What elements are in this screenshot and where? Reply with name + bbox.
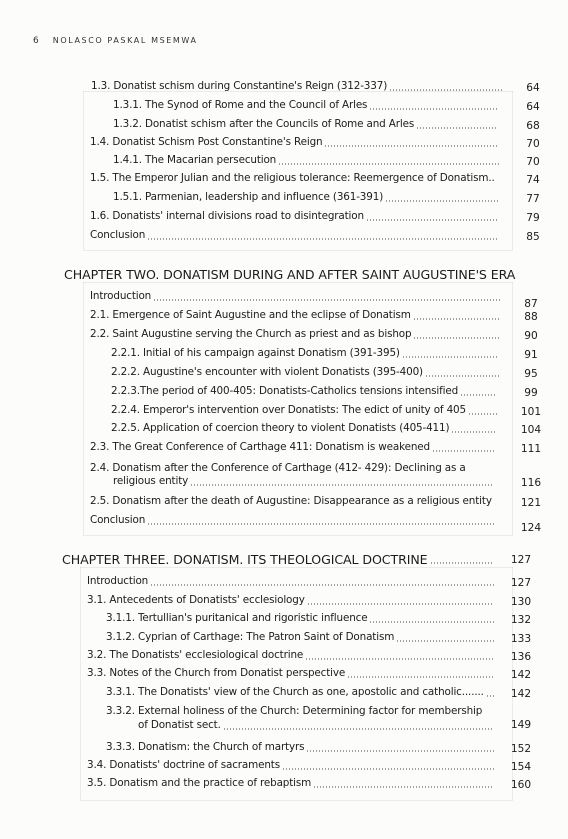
entry-title: Introduction [90, 290, 152, 302]
page-number: 74 [526, 174, 540, 186]
page-number: 132 [510, 614, 532, 626]
entry-title: 2.2.3.The period of 400-405: Donatists-Catholics tensions intensified [111, 385, 459, 397]
dot-leader [460, 394, 495, 396]
toc-entry[interactable] [111, 385, 458, 398]
entry-title: Introduction [87, 575, 149, 587]
page-number: 136 [510, 651, 532, 663]
toc-entry[interactable] [90, 495, 492, 508]
dot-leader [413, 318, 499, 320]
page-number: 64 [526, 82, 540, 94]
toc-entry[interactable] [111, 422, 449, 435]
page-number: 130 [510, 596, 532, 608]
toc-entry[interactable] [87, 594, 305, 607]
toc-entry[interactable] [90, 328, 411, 341]
toc-entry[interactable] [106, 741, 304, 754]
dot-leader [305, 658, 494, 660]
page-number: 133 [510, 633, 532, 645]
dot-leader [282, 768, 494, 770]
chapter-heading: CHAPTER THREE. DONATISM. ITS THEOLOGICAL DOCTRINE [62, 552, 428, 567]
running-header [33, 36, 198, 46]
toc-entry[interactable] [111, 347, 400, 360]
page-number: 70 [526, 138, 540, 150]
entry-title: 3.2. The Donatists' ecclesiological doctrine [87, 649, 304, 661]
toc-entry[interactable] [113, 99, 367, 112]
page-number: 121 [520, 497, 542, 509]
dot-leader [413, 337, 499, 339]
toc-entry[interactable] [90, 172, 495, 185]
entry-title: 3.3.2. External holiness of the Church: Determining factor for membership [106, 705, 483, 717]
page-number: 160 [510, 779, 532, 791]
vertical-rule [83, 282, 84, 535]
dot-leader [432, 450, 494, 452]
page-number: 124 [520, 522, 542, 534]
entry-title: 2.1. Emergence of Saint Augustine and the eclipse of Donatism [90, 309, 411, 321]
running-title: NOLASCO PASKAL MSEMWA [52, 36, 198, 45]
page-number: 149 [510, 719, 532, 731]
entry-title: 2.2. Saint Augustine serving the Church as priest and as bishop [90, 328, 412, 340]
page-number: 70 [526, 156, 540, 168]
chapter-heading: CHAPTER TWO. DONATISM DURING AND AFTER SAINT AUGUSTINE'S ERA [64, 267, 516, 282]
dot-leader [396, 640, 494, 642]
dot-leader [369, 621, 494, 623]
entry-title: 3.4. Donatists' doctrine of sacraments [87, 759, 280, 771]
toc-entry[interactable] [113, 118, 414, 131]
page-number: 152 [510, 743, 532, 755]
horizontal-rule [83, 250, 513, 251]
toc-entry[interactable] [90, 514, 145, 527]
dot-leader [223, 728, 494, 730]
page-number: 116 [520, 477, 542, 489]
horizontal-rule [83, 535, 513, 536]
dot-leader [190, 484, 494, 486]
horizontal-rule [83, 91, 513, 92]
entry-title: 3.1.1. Tertullian's puritanical and rigoristic influence [106, 612, 368, 624]
entry-title: 1.4. Donatist Schism Post Constantine's Reign [90, 136, 323, 148]
dot-leader [306, 750, 494, 752]
dot-leader [153, 299, 502, 301]
page-number: 111 [520, 443, 542, 455]
toc-entry[interactable] [90, 462, 466, 475]
page-number: 90 [524, 330, 538, 342]
entry-title: 1.6. Donatists' internal divisions road to disintegration [90, 210, 364, 222]
toc-entry[interactable] [87, 575, 148, 588]
page-number: 77 [526, 193, 540, 205]
entry-title: 1.3.2. Donatist schism after the Councils of Rome and Arles [113, 118, 415, 130]
vertical-rule [512, 567, 513, 800]
entry-title: 3.3. Notes of the Church from Donatist perspective [87, 667, 346, 679]
entry-title: 3.1.2. Cyprian of Carthage: The Patron Saint of Donatism [106, 631, 395, 643]
toc-entry[interactable] [87, 759, 280, 772]
entry-title: 2.2.4. Emperor's intervention over Donatists: The edict of unity of 405 [111, 404, 466, 416]
dot-leader [430, 562, 494, 564]
page-number: 79 [526, 212, 540, 224]
vertical-rule [80, 567, 81, 800]
entry-title-continued: of Donatist sect. [138, 719, 221, 731]
dot-leader [347, 676, 494, 678]
entry-title: 3.5. Donatism and the practice of rebaptism [87, 777, 312, 789]
horizontal-rule [83, 282, 513, 283]
toc-entry[interactable] [111, 404, 466, 417]
entry-title: Conclusion [90, 229, 146, 241]
page-number: 154 [510, 761, 532, 773]
dot-leader [385, 200, 498, 202]
page-number: 68 [526, 120, 540, 132]
dot-leader [486, 695, 494, 697]
entry-title: Conclusion [90, 514, 146, 526]
toc-entry[interactable] [90, 229, 145, 242]
dot-leader [416, 127, 497, 129]
page-number: 88 [524, 311, 538, 323]
entry-title: 2.2.1. Initial of his campaign against Donatism (391-395) [111, 347, 400, 359]
entry-title: 2.3. The Great Conference of Carthage 411: Donatism is weakened [90, 441, 430, 453]
dot-leader [324, 145, 499, 147]
toc-entry[interactable] [106, 631, 394, 644]
entry-title: 2.4. Donatism after the Conference of Carthage (412- 429): Declining as a [90, 462, 466, 474]
page-number: 87 [524, 298, 538, 310]
toc-entry[interactable] [113, 191, 383, 204]
entry-title: 3.1. Antecedents of Donatists' ecclesiology [87, 594, 305, 606]
toc-entry[interactable] [90, 441, 430, 454]
toc-entry[interactable] [87, 777, 311, 790]
toc-entry-continuation [113, 475, 188, 488]
toc-entry[interactable] [90, 290, 151, 303]
page-number: 99 [524, 387, 538, 399]
toc-entry[interactable] [90, 210, 364, 223]
page-number: 85 [526, 231, 540, 243]
entry-title: 1.4.1. The Macarian persecution [113, 154, 277, 166]
page-number: 95 [524, 368, 538, 380]
dot-leader [150, 584, 494, 586]
dot-leader [147, 238, 498, 240]
entry-title: 2.5. Donatism after the death of Augustine: Disappearance as a religious entity [90, 495, 492, 507]
dot-leader [366, 219, 498, 221]
entry-title: 2.2.5. Application of coercion theory to violent Donatists (405-411) [111, 422, 450, 434]
dot-leader [313, 786, 494, 788]
horizontal-rule [80, 567, 513, 568]
entry-title: 1.3.1. The Synod of Rome and the Council of Arles [113, 99, 368, 111]
entry-title: 2.2.2. Augustine's encounter with violent Donatists (395-400) [111, 366, 423, 378]
toc-entry[interactable] [90, 309, 411, 322]
dot-leader [425, 375, 499, 377]
page-number: 127 [510, 554, 532, 566]
page-number: 64 [526, 101, 540, 113]
entry-title-continued: religious entity [113, 475, 189, 487]
entry-title: 3.3.1. The Donatists' view of the Church as one, apostolic and catholic....... [106, 686, 484, 698]
toc-entry[interactable] [113, 154, 276, 167]
entry-title: 1.5. The Emperor Julian and the religious tolerance: Reemergence of Donatism.. [90, 172, 495, 184]
horizontal-rule [80, 800, 513, 801]
toc-entry[interactable] [111, 366, 423, 379]
dot-leader [451, 431, 497, 433]
page-number: 91 [524, 349, 538, 361]
page-number: 142 [510, 688, 532, 700]
page-number: 142 [510, 669, 532, 681]
page-number: 6 [33, 36, 39, 46]
toc-entry[interactable] [106, 686, 484, 699]
entry-title: 1.3. Donatist schism during Constantine's Reign (312-337) [91, 80, 388, 92]
dot-leader [369, 108, 498, 110]
dot-leader [147, 523, 494, 525]
dot-leader [278, 163, 500, 165]
vertical-rule [512, 91, 513, 250]
page-number: 127 [510, 577, 532, 589]
toc-entry-continuation [138, 719, 221, 732]
vertical-rule [83, 91, 84, 250]
dot-leader [468, 413, 497, 415]
entry-title: 3.3.3. Donatism: the Church of martyrs [106, 741, 305, 753]
toc-entry[interactable] [106, 705, 482, 718]
entry-title: 1.5.1. Parmenian, leadership and influence (361-391) [113, 191, 384, 203]
dot-leader [307, 603, 494, 605]
page-number: 104 [520, 424, 542, 436]
page-number: 101 [520, 406, 542, 418]
toc-entry[interactable] [87, 649, 303, 662]
toc-entry[interactable] [87, 667, 345, 680]
vertical-rule [512, 282, 513, 535]
dot-leader [402, 356, 499, 358]
toc-entry[interactable] [106, 612, 367, 625]
toc-entry[interactable] [90, 136, 322, 149]
